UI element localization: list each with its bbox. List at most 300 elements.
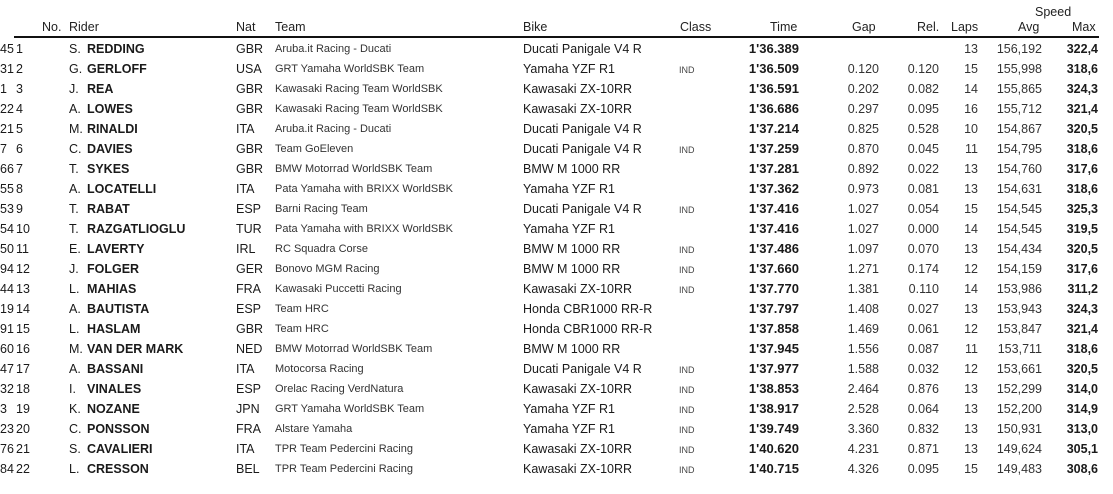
rider-initial: J.	[69, 82, 79, 96]
lap-time: 1'37.416	[748, 201, 799, 216]
avg-speed: 155,712	[996, 102, 1042, 116]
class-badge: IND	[679, 425, 695, 435]
rider-initial: T.	[69, 222, 79, 236]
header-time: Time	[770, 20, 798, 34]
max-speed: 318,6	[1066, 182, 1098, 196]
rider-initial: L.	[69, 282, 80, 296]
header-divider	[14, 36, 1099, 38]
team-name: Aruba.it Racing - Ducati	[275, 123, 392, 135]
lap-time: 1'38.853	[748, 381, 799, 396]
nationality: GBR	[236, 42, 264, 56]
max-speed: 318,6	[1066, 142, 1098, 156]
rider-surname: GERLOFF	[87, 62, 147, 76]
gap-value: 1.097	[847, 242, 879, 256]
lap-time: 1'36.389	[748, 41, 799, 56]
max-speed: 321,4	[1066, 322, 1098, 336]
max-speed: 317,6	[1066, 262, 1098, 276]
gap-value: 0.297	[847, 102, 879, 116]
lap-time: 1'38.917	[748, 401, 799, 416]
lap-time: 1'37.770	[748, 281, 799, 296]
header-speed: Speed	[1035, 5, 1072, 19]
laps-count: 13	[964, 42, 978, 56]
max-speed: 325,3	[1066, 202, 1098, 216]
relative-gap: 0.081	[907, 182, 939, 196]
class-badge: IND	[679, 65, 695, 75]
table-row	[0, 79, 1113, 99]
gap-value: 1.556	[847, 342, 879, 356]
rider-surname: MAHIAS	[87, 282, 137, 296]
position: 2	[16, 62, 23, 76]
nationality: GBR	[236, 102, 264, 116]
team-name: GRT Yamaha WorldSBK Team	[275, 403, 425, 415]
header-class: Class	[680, 20, 712, 34]
rider-number: 94	[0, 262, 14, 276]
rider-surname: VINALES	[87, 382, 142, 396]
class-badge: IND	[679, 205, 695, 215]
team-name: GRT Yamaha WorldSBK Team	[275, 63, 425, 75]
max-speed: 311,2	[1067, 282, 1098, 296]
rider-number: 23	[0, 422, 14, 436]
nationality: ITA	[236, 442, 255, 456]
laps-count: 12	[964, 362, 978, 376]
team-name: Pata Yamaha with BRIXX WorldSBK	[275, 183, 453, 195]
laps-count: 13	[964, 442, 978, 456]
laps-count: 15	[964, 202, 978, 216]
gap-value: 4.326	[847, 462, 879, 476]
table-row	[0, 279, 1113, 299]
nationality: NED	[236, 342, 263, 356]
avg-speed: 154,760	[996, 162, 1042, 176]
max-speed: 320,5	[1066, 362, 1098, 376]
gap-value: 0.202	[847, 82, 879, 96]
gap-value: 0.120	[847, 62, 879, 76]
rider-number: 91	[0, 322, 14, 336]
lap-time: 1'40.620	[748, 441, 799, 456]
nationality: ITA	[236, 362, 255, 376]
laps-count: 11	[965, 342, 978, 356]
avg-speed: 149,624	[996, 442, 1042, 456]
bike-model: Yamaha YZF R1	[523, 222, 615, 236]
gap-value: 0.825	[847, 122, 879, 136]
rider-surname: PONSSON	[87, 422, 150, 436]
position: 9	[16, 202, 23, 216]
laps-count: 14	[964, 222, 978, 236]
rider-surname: LAVERTY	[87, 242, 145, 256]
nationality: ITA	[236, 122, 255, 136]
relative-gap: 0.095	[907, 462, 939, 476]
avg-speed: 154,867	[996, 122, 1042, 136]
table-row	[0, 159, 1113, 179]
table-row	[0, 239, 1113, 259]
nationality: TUR	[236, 222, 262, 236]
gap-value: 2.528	[847, 402, 879, 416]
team-name: Team GoEleven	[275, 143, 354, 155]
lap-time: 1'36.509	[748, 61, 799, 76]
header-gap: Gap	[852, 20, 876, 34]
rider-surname: CAVALIERI	[87, 442, 153, 456]
team-name: Kawasaki Puccetti Racing	[275, 283, 402, 295]
rider-surname: LOWES	[87, 102, 133, 116]
nationality: JPN	[236, 402, 260, 416]
relative-gap: 0.000	[907, 222, 939, 236]
relative-gap: 0.082	[907, 82, 939, 96]
rider-number: 84	[0, 462, 14, 476]
rider-number: 54	[0, 222, 14, 236]
rider-initial: M.	[69, 342, 83, 356]
header-nat: Nat	[236, 20, 256, 34]
gap-value: 1.027	[847, 202, 879, 216]
nationality: ESP	[236, 202, 262, 216]
position: 16	[16, 342, 30, 356]
gap-value: 1.588	[847, 362, 879, 376]
rider-surname: SYKES	[87, 162, 130, 176]
relative-gap: 0.054	[907, 202, 939, 216]
team-name: Kawasaki Racing Team WorldSBK	[275, 83, 443, 95]
lap-time: 1'37.214	[748, 121, 799, 136]
avg-speed: 149,483	[996, 462, 1042, 476]
team-name: Barni Racing Team	[275, 203, 368, 215]
rider-initial: T.	[69, 202, 79, 216]
rider-surname: HASLAM	[87, 322, 141, 336]
lap-time: 1'37.660	[748, 261, 799, 276]
relative-gap: 0.087	[907, 342, 939, 356]
table-row	[0, 379, 1113, 399]
position: 21	[16, 442, 30, 456]
table-row	[0, 399, 1113, 419]
bike-model: Ducati Panigale V4 R	[523, 142, 642, 156]
avg-speed: 153,847	[996, 322, 1042, 336]
nationality: GBR	[236, 82, 264, 96]
class-badge: IND	[679, 385, 695, 395]
table-row	[0, 439, 1113, 459]
table-row	[0, 419, 1113, 439]
avg-speed: 154,159	[996, 262, 1042, 276]
position: 14	[16, 302, 30, 316]
position: 22	[16, 462, 30, 476]
laps-count: 13	[964, 182, 978, 196]
header-bike: Bike	[523, 20, 548, 34]
gap-value: 0.973	[847, 182, 879, 196]
max-speed: 314,9	[1066, 402, 1098, 416]
rider-number: 76	[0, 442, 14, 456]
laps-count: 14	[964, 82, 978, 96]
rider-number: 60	[0, 342, 14, 356]
rider-number: 55	[0, 182, 14, 196]
max-speed: 314,0	[1066, 382, 1098, 396]
position: 5	[16, 122, 23, 136]
nationality: ESP	[236, 382, 262, 396]
laps-count: 14	[964, 282, 978, 296]
max-speed: 305,1	[1066, 442, 1098, 456]
rider-number: 19	[0, 302, 14, 316]
rider-surname: RINALDI	[87, 122, 138, 136]
position: 11	[16, 242, 29, 256]
relative-gap: 0.070	[907, 242, 939, 256]
table-row	[0, 219, 1113, 239]
max-speed: 313,0	[1066, 422, 1098, 436]
laps-count: 11	[965, 142, 978, 156]
bike-model: Yamaha YZF R1	[523, 422, 615, 436]
nationality: GBR	[236, 162, 264, 176]
max-speed: 318,6	[1066, 62, 1098, 76]
class-badge: IND	[679, 445, 695, 455]
max-speed: 324,3	[1066, 302, 1098, 316]
bike-model: BMW M 1000 RR	[523, 162, 621, 176]
relative-gap: 0.045	[907, 142, 939, 156]
avg-speed: 152,299	[996, 382, 1042, 396]
nationality: FRA	[236, 422, 261, 436]
team-name: TPR Team Pedercini Racing	[275, 443, 413, 455]
team-name: TPR Team Pedercini Racing	[275, 463, 413, 475]
table-row	[0, 319, 1113, 339]
max-speed: 321,4	[1066, 102, 1098, 116]
laps-count: 16	[964, 102, 978, 116]
rider-initial: J.	[69, 262, 79, 276]
rider-initial: A.	[69, 102, 81, 116]
lap-time: 1'37.259	[748, 141, 799, 156]
rider-number: 32	[0, 382, 14, 396]
relative-gap: 0.061	[907, 322, 939, 336]
avg-speed: 152,200	[996, 402, 1042, 416]
relative-gap: 0.027	[907, 302, 939, 316]
table-row	[0, 339, 1113, 359]
position: 3	[16, 82, 23, 96]
rider-surname: FOLGER	[87, 262, 140, 276]
rider-number: 45	[0, 42, 14, 56]
position: 18	[16, 382, 30, 396]
max-speed: 320,5	[1066, 242, 1098, 256]
nationality: ITA	[236, 182, 255, 196]
rider-number: 50	[0, 242, 14, 256]
team-name: Motocorsa Racing	[275, 363, 364, 375]
team-name: BMW Motorrad WorldSBK Team	[275, 343, 433, 355]
lap-time: 1'37.416	[748, 221, 799, 236]
header-rel: Rel.	[917, 20, 940, 34]
nationality: GBR	[236, 142, 264, 156]
rider-surname: CRESSON	[87, 462, 149, 476]
avg-speed: 155,998	[996, 62, 1042, 76]
position: 17	[16, 362, 30, 376]
table-row	[0, 99, 1113, 119]
bike-model: Ducati Panigale V4 R	[523, 42, 642, 56]
position: 6	[16, 142, 23, 156]
position: 13	[16, 282, 30, 296]
laps-count: 13	[964, 382, 978, 396]
class-badge: IND	[679, 245, 695, 255]
class-badge: IND	[679, 265, 695, 275]
relative-gap: 0.528	[907, 122, 939, 136]
bike-model: BMW M 1000 RR	[523, 242, 621, 256]
bike-model: Ducati Panigale V4 R	[523, 362, 642, 376]
max-speed: 319,5	[1066, 222, 1098, 236]
avg-speed: 154,545	[996, 222, 1042, 236]
relative-gap: 0.876	[907, 382, 939, 396]
gap-value: 0.870	[847, 142, 879, 156]
rider-number: 7	[0, 142, 7, 156]
gap-value: 1.027	[847, 222, 879, 236]
team-name: Kawasaki Racing Team WorldSBK	[275, 103, 443, 115]
position: 19	[16, 402, 30, 416]
rider-initial: A.	[69, 182, 81, 196]
rider-surname: REA	[87, 82, 114, 96]
rider-initial: A.	[69, 302, 81, 316]
rider-surname: NOZANE	[87, 402, 140, 416]
header-team: Team	[275, 20, 306, 34]
class-badge: IND	[679, 405, 695, 415]
table-row	[0, 199, 1113, 219]
rider-number: 21	[0, 122, 14, 136]
rider-surname: RAZGATLIOGLU	[87, 222, 186, 236]
gap-value: 1.408	[847, 302, 879, 316]
bike-model: Kawasaki ZX-10RR	[523, 82, 633, 96]
gap-value: 1.271	[847, 262, 879, 276]
bike-model: Yamaha YZF R1	[523, 402, 615, 416]
rider-number: 1	[0, 82, 7, 96]
nationality: USA	[236, 62, 262, 76]
bike-model: Yamaha YZF R1	[523, 182, 615, 196]
bike-model: Kawasaki ZX-10RR	[523, 382, 633, 396]
team-name: RC Squadra Corse	[275, 243, 368, 255]
avg-speed: 154,545	[996, 202, 1042, 216]
rider-initial: S.	[69, 42, 81, 56]
max-speed: 324,3	[1066, 82, 1098, 96]
rider-initial: M.	[69, 122, 83, 136]
max-speed: 320,5	[1066, 122, 1098, 136]
relative-gap: 0.110	[908, 282, 939, 296]
avg-speed: 153,661	[996, 362, 1042, 376]
avg-speed: 154,434	[996, 242, 1042, 256]
rider-initial: C.	[69, 142, 82, 156]
gap-value: 3.360	[847, 422, 879, 436]
laps-count: 12	[964, 262, 978, 276]
avg-speed: 156,192	[996, 42, 1042, 56]
rider-initial: L.	[69, 462, 80, 476]
laps-count: 15	[964, 62, 978, 76]
relative-gap: 0.095	[907, 102, 939, 116]
laps-count: 15	[964, 462, 978, 476]
team-name: BMW Motorrad WorldSBK Team	[275, 163, 433, 175]
table-row	[0, 179, 1113, 199]
avg-speed: 150,931	[996, 422, 1042, 436]
avg-speed: 153,711	[997, 342, 1042, 356]
laps-count: 13	[964, 302, 978, 316]
lap-time: 1'39.749	[748, 421, 799, 436]
rider-surname: BASSANI	[87, 362, 144, 376]
rider-number: 53	[0, 202, 14, 216]
laps-count: 13	[964, 422, 978, 436]
lap-time: 1'37.858	[748, 321, 799, 336]
laps-count: 13	[964, 242, 978, 256]
avg-speed: 155,865	[996, 82, 1042, 96]
position: 4	[16, 102, 23, 116]
laps-count: 13	[964, 402, 978, 416]
header-avg: Avg	[1018, 20, 1040, 34]
nationality: GER	[236, 262, 264, 276]
nationality: FRA	[236, 282, 261, 296]
rider-initial: L.	[69, 322, 80, 336]
rider-initial: G.	[69, 62, 83, 76]
rider-surname: REDDING	[87, 42, 145, 56]
lap-time: 1'37.281	[748, 161, 799, 176]
rider-surname: VAN DER MARK	[87, 342, 184, 356]
team-name: Aruba.it Racing - Ducati	[275, 43, 392, 55]
position: 10	[16, 222, 30, 236]
nationality: ESP	[236, 302, 262, 316]
avg-speed: 153,943	[996, 302, 1042, 316]
lap-time: 1'37.797	[748, 301, 799, 316]
rider-number: 44	[0, 282, 14, 296]
bike-model: BMW M 1000 RR	[523, 262, 621, 276]
nationality: BEL	[236, 462, 260, 476]
header-no: No.	[42, 20, 62, 34]
bike-model: Honda CBR1000 RR-R	[523, 302, 653, 316]
bike-model: BMW M 1000 RR	[523, 342, 621, 356]
max-speed: 318,6	[1066, 342, 1098, 356]
laps-count: 13	[964, 162, 978, 176]
header-rider: Rider	[69, 20, 99, 34]
rider-number: 47	[0, 362, 14, 376]
nationality: IRL	[236, 242, 256, 256]
gap-value: 1.469	[847, 322, 879, 336]
lap-time: 1'36.591	[748, 81, 799, 96]
rider-number: 22	[0, 102, 14, 116]
rider-number: 66	[0, 162, 14, 176]
gap-value: 2.464	[847, 382, 879, 396]
table-row	[0, 459, 1113, 479]
class-badge: IND	[679, 285, 695, 295]
rider-initial: T.	[69, 162, 79, 176]
lap-time: 1'37.362	[748, 181, 799, 196]
bike-model: Ducati Panigale V4 R	[523, 202, 642, 216]
position: 1	[16, 42, 23, 56]
relative-gap: 0.832	[907, 422, 939, 436]
gap-value: 1.381	[847, 282, 879, 296]
team-name: Orelac Racing VerdNatura	[275, 383, 404, 395]
bike-model: Kawasaki ZX-10RR	[523, 102, 633, 116]
relative-gap: 0.120	[907, 62, 939, 76]
nationality: GBR	[236, 322, 264, 336]
laps-count: 10	[964, 122, 978, 136]
position: 20	[16, 422, 30, 436]
laps-count: 12	[964, 322, 978, 336]
relative-gap: 0.022	[907, 162, 939, 176]
gap-value: 4.231	[847, 442, 879, 456]
team-name: Team HRC	[275, 323, 329, 335]
position: 8	[16, 182, 23, 196]
avg-speed: 153,986	[996, 282, 1042, 296]
lap-time: 1'37.945	[748, 341, 799, 356]
class-badge: IND	[679, 145, 695, 155]
max-speed: 322,4	[1066, 42, 1098, 56]
table-row	[0, 39, 1113, 59]
team-name: Team HRC	[275, 303, 329, 315]
table-row	[0, 359, 1113, 379]
bike-model: Kawasaki ZX-10RR	[523, 442, 633, 456]
max-speed: 308,6	[1066, 462, 1098, 476]
rider-initial: E.	[69, 242, 81, 256]
table-row	[0, 299, 1113, 319]
class-badge: IND	[679, 365, 695, 375]
rider-surname: DAVIES	[87, 142, 133, 156]
rider-surname: BAUTISTA	[87, 302, 150, 316]
team-name: Alstare Yamaha	[275, 423, 353, 435]
position: 15	[16, 322, 30, 336]
lap-time: 1'37.977	[748, 361, 799, 376]
position: 7	[16, 162, 23, 176]
position: 12	[16, 262, 30, 276]
avg-speed: 154,795	[996, 142, 1042, 156]
relative-gap: 0.871	[907, 442, 939, 456]
